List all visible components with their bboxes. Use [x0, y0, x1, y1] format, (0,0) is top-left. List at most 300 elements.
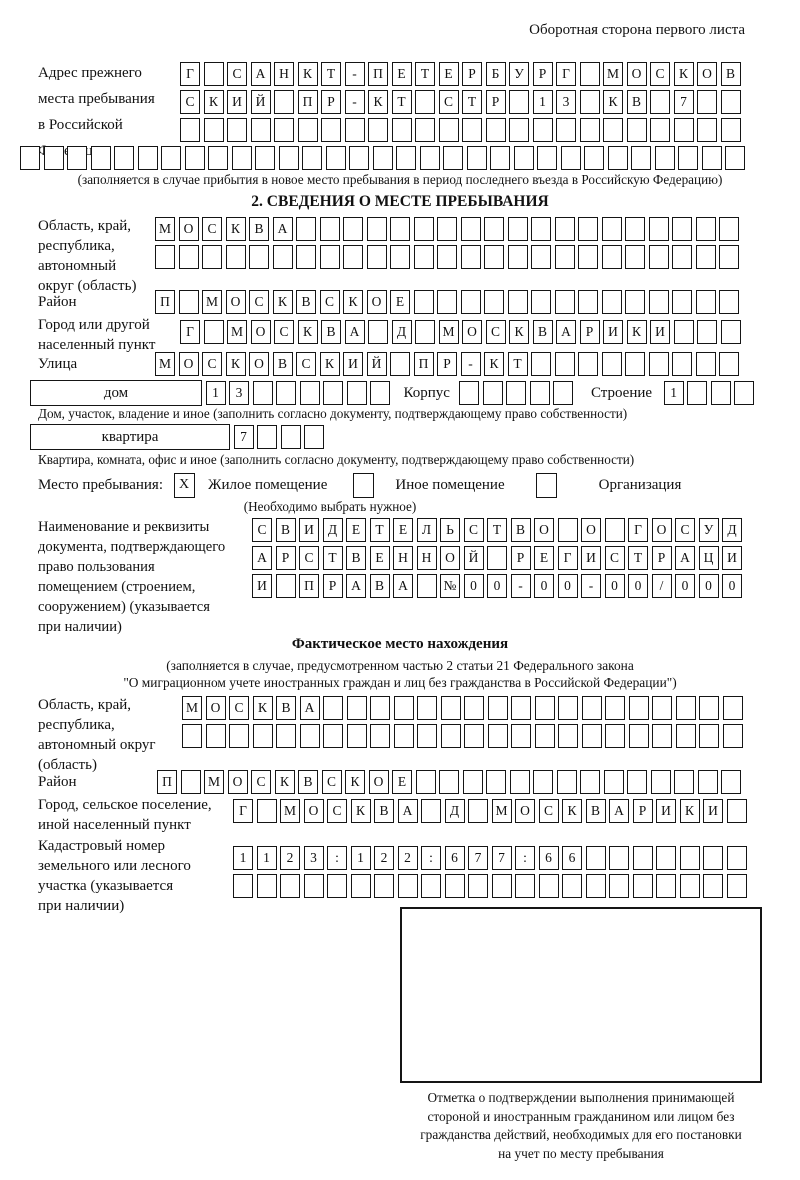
char-cell	[443, 146, 463, 170]
char-cell: Д	[445, 799, 465, 823]
char-cell: К	[298, 320, 318, 344]
char-cell: 7	[234, 425, 254, 449]
char-cell: С	[252, 518, 272, 542]
char-cell: П	[155, 290, 175, 314]
char-cell: И	[650, 320, 670, 344]
char-cell: :	[421, 846, 441, 870]
char-cell: И	[343, 352, 363, 376]
char-cell	[257, 425, 277, 449]
char-cell	[727, 799, 747, 823]
house-row	[30, 380, 754, 406]
actual-location-title: Фактическое место нахождения	[291, 636, 509, 652]
char-cell	[367, 217, 387, 241]
char-cell: А	[252, 546, 272, 570]
char-cell	[625, 352, 645, 376]
char-cell	[351, 874, 371, 898]
char-cell: С	[299, 546, 319, 570]
char-cell	[155, 245, 175, 269]
char-cell	[304, 425, 324, 449]
char-cell	[302, 146, 322, 170]
actual-region-label	[38, 695, 156, 775]
prev-address-grid	[180, 62, 741, 142]
char-cell	[253, 724, 273, 748]
char-cell: Н	[274, 62, 294, 86]
char-cell: 1	[257, 846, 277, 870]
prev-address-row-2	[180, 90, 741, 114]
label-line: Область, край,	[38, 697, 132, 713]
char-cell	[276, 574, 296, 598]
char-cell: Г	[233, 799, 253, 823]
char-cell	[699, 696, 719, 720]
char-cell: А	[556, 320, 576, 344]
char-cell: 3	[556, 90, 576, 114]
char-cell: В	[511, 518, 531, 542]
char-cell: Ь	[440, 518, 460, 542]
char-cell	[368, 320, 388, 344]
char-cell	[697, 118, 717, 142]
char-cell: Н	[417, 546, 437, 570]
char-cell: А	[609, 799, 629, 823]
char-cell	[343, 217, 363, 241]
char-cell: С	[227, 62, 247, 86]
char-cell	[179, 290, 199, 314]
char-cell	[232, 146, 252, 170]
char-cell: Д	[392, 320, 412, 344]
char-cell	[533, 770, 553, 794]
char-cell	[580, 62, 600, 86]
char-cell	[417, 574, 437, 598]
char-cell	[555, 352, 575, 376]
char-cell	[723, 696, 743, 720]
char-cell	[530, 381, 550, 405]
char-cell	[680, 874, 700, 898]
char-cell: О	[251, 320, 271, 344]
char-cell	[627, 118, 647, 142]
label-line: республика,	[38, 717, 115, 733]
region-label	[38, 216, 136, 296]
char-cell: П	[298, 90, 318, 114]
label-line: стороной и иностранным гражданином или лицом без	[427, 1108, 735, 1124]
char-cell: С	[605, 546, 625, 570]
char-cell	[420, 146, 440, 170]
char-cell	[531, 245, 551, 269]
stay-type-note: (Необходимо выбрать нужное)	[243, 499, 417, 514]
apartment-cells	[234, 425, 325, 449]
label-line: населенный пункт	[38, 337, 156, 353]
char-cell: Г	[558, 546, 578, 570]
stamp-box	[400, 907, 762, 1083]
char-cell	[608, 146, 628, 170]
char-cell: О	[652, 518, 672, 542]
char-cell	[490, 146, 510, 170]
char-cell: У	[509, 62, 529, 86]
char-cell: Т	[415, 62, 435, 86]
label-line: автономный	[38, 258, 117, 274]
char-cell	[533, 118, 553, 142]
char-cell	[390, 352, 410, 376]
char-cell	[696, 245, 716, 269]
char-cell	[649, 245, 669, 269]
char-cell: И	[252, 574, 272, 598]
stay-type-row	[38, 472, 681, 498]
actual-city-row	[233, 799, 747, 823]
char-cell	[655, 146, 675, 170]
char-cell: Р	[321, 90, 341, 114]
char-cell	[539, 874, 559, 898]
char-cell	[281, 425, 301, 449]
char-cell	[464, 724, 484, 748]
char-cell	[390, 245, 410, 269]
prev-address-row-1	[180, 62, 741, 86]
label-line: республика,	[38, 238, 115, 254]
char-cell	[721, 320, 741, 344]
label-line: Адрес прежнего	[38, 65, 142, 81]
char-cell	[582, 724, 602, 748]
char-cell	[578, 217, 598, 241]
label-line: право пользования	[38, 559, 155, 575]
char-cell: А	[346, 574, 366, 598]
char-cell: К	[627, 320, 647, 344]
char-cell	[441, 724, 461, 748]
char-cell	[421, 874, 441, 898]
char-cell: -	[345, 62, 365, 86]
actual-city-label	[38, 795, 212, 835]
char-cell	[179, 245, 199, 269]
char-cell: П	[368, 62, 388, 86]
char-cell: Е	[370, 546, 390, 570]
char-cell	[651, 770, 671, 794]
char-cell	[711, 381, 731, 405]
char-cell: №	[440, 574, 460, 598]
char-cell: О	[515, 799, 535, 823]
char-cell: О	[627, 62, 647, 86]
label-line: помещением (строением,	[38, 579, 196, 595]
char-cell: Т	[628, 546, 648, 570]
char-cell: Т	[462, 90, 482, 114]
label-line: при наличии)	[38, 619, 122, 635]
char-cell: С	[327, 799, 347, 823]
char-cell: О	[179, 352, 199, 376]
document-row-3	[252, 574, 742, 598]
section2-title: 2. СВЕДЕНИЯ О МЕСТЕ ПРЕБЫВАНИЯ	[251, 193, 549, 210]
document-label	[38, 517, 225, 637]
char-cell	[486, 118, 506, 142]
cadastral-grid	[233, 846, 747, 898]
char-cell	[562, 874, 582, 898]
char-cell: 1	[233, 846, 253, 870]
char-cell	[649, 352, 669, 376]
char-cell	[515, 874, 535, 898]
char-cell: К	[275, 770, 295, 794]
char-cell: В	[721, 62, 741, 86]
char-cell: В	[374, 799, 394, 823]
char-cell	[396, 146, 416, 170]
char-cell: Т	[370, 518, 390, 542]
char-cell: К	[298, 62, 318, 86]
char-cell	[414, 217, 434, 241]
char-cell: Т	[508, 352, 528, 376]
char-cell	[672, 245, 692, 269]
char-cell: 2	[374, 846, 394, 870]
char-cell: К	[603, 90, 623, 114]
char-cell: Л	[417, 518, 437, 542]
char-cell	[678, 146, 698, 170]
char-cell	[555, 217, 575, 241]
char-cell	[603, 118, 623, 142]
char-cell: С	[202, 352, 222, 376]
char-cell	[602, 217, 622, 241]
char-cell: 2	[398, 846, 418, 870]
char-cell	[605, 518, 625, 542]
char-cell	[650, 90, 670, 114]
char-cell	[233, 874, 253, 898]
char-cell: В	[276, 696, 296, 720]
char-cell	[629, 696, 649, 720]
char-cell: К	[226, 352, 246, 376]
char-cell	[347, 381, 367, 405]
char-cell	[296, 245, 316, 269]
char-cell	[368, 118, 388, 142]
char-cell: С	[486, 320, 506, 344]
char-cell	[605, 724, 625, 748]
char-cell: К	[253, 696, 273, 720]
char-cell	[185, 146, 205, 170]
char-cell: М	[439, 320, 459, 344]
char-cell	[602, 352, 622, 376]
char-cell	[674, 320, 694, 344]
char-cell: В	[276, 518, 296, 542]
label-line: сооружением) (указывается	[38, 599, 210, 615]
char-cell: 3	[229, 381, 249, 405]
char-cell	[304, 874, 324, 898]
char-cell	[486, 770, 506, 794]
actual-region-row-1	[182, 696, 743, 720]
char-cell: Н	[393, 546, 413, 570]
char-cell	[421, 799, 441, 823]
apartment-labelbox: квартира	[30, 424, 230, 450]
char-cell	[251, 118, 271, 142]
char-cell	[323, 724, 343, 748]
char-cell	[468, 874, 488, 898]
char-cell: 1	[533, 90, 553, 114]
char-cell: С	[180, 90, 200, 114]
actual-region-row-2	[182, 724, 743, 748]
char-cell: -	[581, 574, 601, 598]
char-cell: :	[515, 846, 535, 870]
district-row	[155, 290, 739, 314]
char-cell: 0	[534, 574, 554, 598]
char-cell: С	[539, 799, 559, 823]
char-cell: М	[182, 696, 202, 720]
char-cell: 0	[464, 574, 484, 598]
char-cell	[326, 146, 346, 170]
char-cell: Р	[486, 90, 506, 114]
char-cell	[437, 245, 457, 269]
char-cell	[204, 62, 224, 86]
char-cell	[697, 320, 717, 344]
label-line: на учет по месту пребывания	[498, 1145, 664, 1161]
char-cell: П	[414, 352, 434, 376]
district-label: Район	[38, 294, 77, 310]
char-cell: Р	[323, 574, 343, 598]
char-cell	[204, 118, 224, 142]
char-cell: Е	[390, 290, 410, 314]
char-cell	[461, 217, 481, 241]
char-cell: О	[369, 770, 389, 794]
char-cell	[445, 874, 465, 898]
char-cell	[555, 290, 575, 314]
char-cell	[602, 245, 622, 269]
char-cell	[274, 90, 294, 114]
char-cell	[394, 724, 414, 748]
char-cell: Е	[346, 518, 366, 542]
char-cell	[697, 90, 717, 114]
char-cell	[604, 770, 624, 794]
char-cell	[721, 90, 741, 114]
char-cell: М	[202, 290, 222, 314]
char-cell: 3	[304, 846, 324, 870]
char-cell: М	[492, 799, 512, 823]
char-cell	[508, 245, 528, 269]
char-cell: Е	[392, 62, 412, 86]
char-cell: М	[155, 352, 175, 376]
char-cell: О	[226, 290, 246, 314]
char-cell: К	[351, 799, 371, 823]
char-cell: В	[586, 799, 606, 823]
char-cell	[257, 799, 277, 823]
char-cell	[327, 874, 347, 898]
char-cell	[323, 696, 343, 720]
char-cell	[461, 290, 481, 314]
prev-address-row-4	[20, 146, 745, 170]
char-cell	[511, 724, 531, 748]
char-cell	[414, 245, 434, 269]
char-cell	[226, 245, 246, 269]
char-cell: К	[343, 290, 363, 314]
char-cell: А	[273, 217, 293, 241]
char-cell: С	[274, 320, 294, 344]
char-cell: О	[367, 290, 387, 314]
char-cell	[703, 846, 723, 870]
char-cell	[703, 874, 723, 898]
char-cell	[180, 118, 200, 142]
char-cell: В	[273, 352, 293, 376]
char-cell: В	[321, 320, 341, 344]
char-cell	[578, 352, 598, 376]
char-cell: Р	[511, 546, 531, 570]
char-cell: В	[298, 770, 318, 794]
char-cell: 7	[674, 90, 694, 114]
region-row-1	[155, 217, 739, 241]
char-cell: Г	[628, 518, 648, 542]
char-cell	[280, 874, 300, 898]
char-cell: 6	[445, 846, 465, 870]
char-cell: 0	[558, 574, 578, 598]
char-cell	[483, 381, 503, 405]
char-cell	[531, 217, 551, 241]
char-cell: И	[603, 320, 623, 344]
char-cell	[629, 724, 649, 748]
char-cell	[484, 217, 504, 241]
char-cell	[484, 290, 504, 314]
char-cell: Й	[464, 546, 484, 570]
char-cell: К	[345, 770, 365, 794]
char-cell: Й	[367, 352, 387, 376]
char-cell	[347, 696, 367, 720]
char-cell: Й	[251, 90, 271, 114]
char-cell: И	[722, 546, 742, 570]
char-cell: В	[533, 320, 553, 344]
region-row-2	[155, 245, 739, 269]
char-cell: И	[581, 546, 601, 570]
char-cell: У	[699, 518, 719, 542]
char-cell	[44, 146, 64, 170]
label-line: округ (область)	[38, 278, 137, 294]
stay-type-checkbox-org	[536, 473, 557, 498]
char-cell: Ц	[699, 546, 719, 570]
char-cell	[633, 874, 653, 898]
house-labelbox: дом	[30, 380, 202, 406]
char-cell: С	[249, 290, 269, 314]
cadastral-label	[38, 836, 191, 916]
char-cell	[609, 874, 629, 898]
char-cell: О	[179, 217, 199, 241]
char-cell: Т	[321, 62, 341, 86]
char-cell	[672, 217, 692, 241]
char-cell	[508, 290, 528, 314]
char-cell	[696, 352, 716, 376]
char-cell: Р	[437, 352, 457, 376]
char-cell	[320, 245, 340, 269]
char-cell: И	[656, 799, 676, 823]
char-cell	[631, 146, 651, 170]
actual-location-note-2: "О миграционном учете иностранных граждан и лиц без гражданства в Российской Федерации")	[123, 675, 677, 690]
char-cell	[161, 146, 181, 170]
char-cell	[468, 799, 488, 823]
char-cell: К	[368, 90, 388, 114]
stay-type-option-org-label: Организация	[598, 477, 682, 493]
char-cell	[582, 696, 602, 720]
char-cell	[511, 696, 531, 720]
label-line: Кадастровый номер	[38, 838, 165, 854]
char-cell	[437, 290, 457, 314]
char-cell	[279, 146, 299, 170]
char-cell: К	[674, 62, 694, 86]
char-cell: М	[155, 217, 175, 241]
char-cell	[20, 146, 40, 170]
char-cell: О	[228, 770, 248, 794]
char-cell	[555, 245, 575, 269]
label-line: Отметка о подтверждении выполнения принимающей	[427, 1090, 735, 1105]
char-cell: /	[652, 574, 672, 598]
char-cell: О	[462, 320, 482, 344]
document-row-1	[252, 518, 742, 542]
char-cell	[609, 846, 629, 870]
char-cell	[508, 217, 528, 241]
stamp-caption	[396, 1089, 766, 1163]
char-cell	[416, 770, 436, 794]
char-cell: О	[440, 546, 460, 570]
char-cell: М	[280, 799, 300, 823]
char-cell	[578, 245, 598, 269]
char-cell: О	[249, 352, 269, 376]
char-cell	[633, 846, 653, 870]
char-cell: О	[697, 62, 717, 86]
char-cell: 1	[206, 381, 226, 405]
char-cell: А	[393, 574, 413, 598]
char-cell: Д	[323, 518, 343, 542]
char-cell	[535, 696, 555, 720]
